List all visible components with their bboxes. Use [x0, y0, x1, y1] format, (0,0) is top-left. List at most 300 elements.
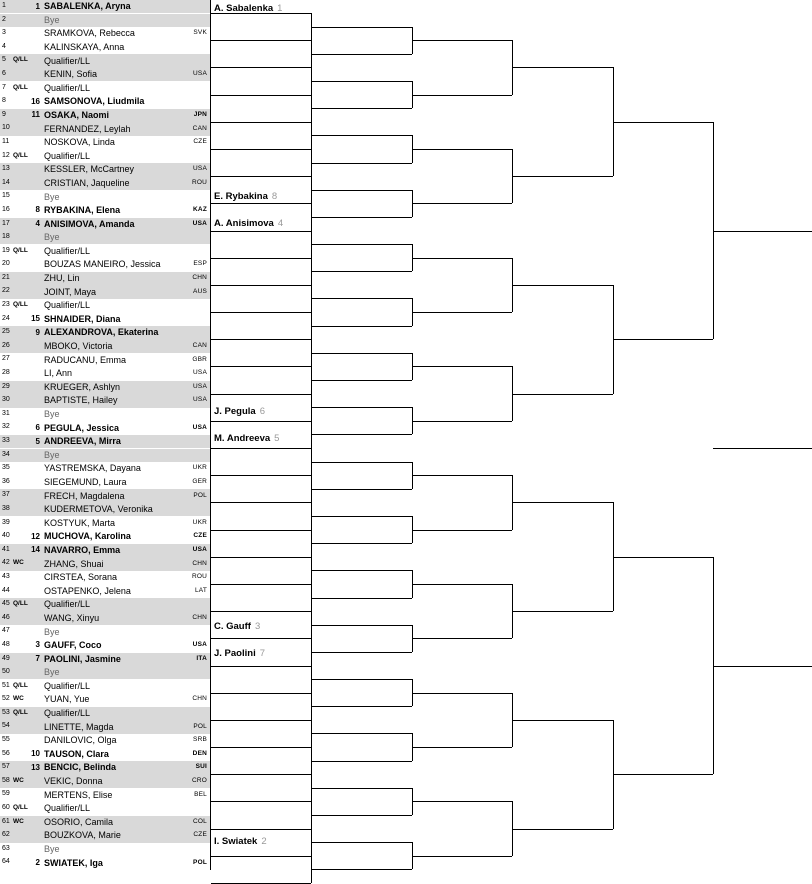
player-country: CAN	[192, 342, 207, 350]
bracket-slot[interactable]	[0, 313, 210, 326]
bracket-slot[interactable]	[0, 367, 210, 380]
connector-horizontal	[211, 149, 311, 150]
slot-number: 41	[2, 545, 10, 553]
bracket-slot[interactable]	[0, 843, 210, 856]
slot-number: 42	[2, 559, 10, 567]
slot-number: 14	[2, 178, 10, 186]
bracket-slot[interactable]	[0, 150, 210, 163]
advancing-player-name: J. Paolini	[214, 648, 256, 659]
slot-number: 40	[2, 532, 10, 540]
player-name: DANILOVIC, Olga	[44, 735, 117, 746]
advancing-player-seed: 3	[254, 621, 261, 632]
bracket-slot[interactable]	[0, 82, 210, 95]
player-country: POL	[193, 858, 207, 866]
player-country: SVK	[193, 29, 207, 37]
player-country: DEN	[192, 749, 207, 757]
connector-horizontal	[311, 489, 412, 490]
slot-number: 28	[2, 369, 10, 377]
connector-horizontal	[311, 380, 412, 381]
bracket-slot[interactable]	[0, 612, 210, 625]
player-name: ZHU, Lin	[44, 273, 80, 284]
player-country: POL	[193, 722, 207, 730]
bye-label: Bye	[44, 844, 60, 854]
bracket-slot[interactable]	[0, 639, 210, 652]
bracket-slot[interactable]	[0, 544, 210, 557]
bracket-slot[interactable]	[0, 585, 210, 598]
slot-number: 58	[2, 776, 10, 784]
player-name: PEGULA, Jessica	[44, 422, 120, 433]
player-country: USA	[193, 382, 207, 390]
advancing-player-name: A. Sabalenka	[214, 3, 274, 14]
slot-number: 62	[2, 831, 10, 839]
bracket-slot[interactable]	[0, 109, 210, 122]
advancing-player[interactable]	[214, 621, 260, 632]
player-country: CHN	[192, 695, 207, 703]
bracket-slot[interactable]	[0, 856, 210, 869]
entry-status-tag: Q/LL	[13, 56, 28, 64]
bracket-slot[interactable]	[0, 571, 210, 584]
player-name: BENCIC, Belinda	[44, 762, 117, 773]
connector-horizontal	[311, 244, 412, 245]
bracket-slot[interactable]	[0, 489, 210, 502]
bracket-slot[interactable]	[0, 272, 210, 285]
connector-horizontal	[311, 407, 412, 408]
bracket-slot[interactable]	[0, 517, 210, 530]
player-name: NOSKOVA, Linda	[44, 137, 115, 148]
player-country: USA	[192, 219, 207, 227]
bye-label: Bye	[44, 191, 60, 202]
connector-horizontal	[211, 258, 311, 259]
connector-horizontal	[412, 149, 512, 150]
slot-number: 29	[2, 382, 10, 390]
player-name: ANISIMOVA, Amanda	[44, 218, 135, 229]
connector-horizontal	[211, 611, 311, 612]
connector-horizontal	[311, 543, 412, 544]
player-name: SAMSONOVA, Liudmila	[44, 96, 145, 107]
slot-number: 22	[2, 287, 10, 295]
player-name: KENIN, Sofia	[44, 69, 98, 80]
bracket-slot[interactable]	[0, 340, 210, 353]
bye-label: Bye	[44, 667, 60, 678]
bracket-slot[interactable]	[0, 163, 210, 176]
connector-horizontal	[412, 40, 512, 41]
slot-number: 52	[2, 695, 10, 703]
bracket-slot[interactable]	[0, 0, 210, 13]
connector-horizontal	[311, 163, 412, 164]
player-name: FRECH, Magdalena	[44, 490, 125, 501]
bracket-slot[interactable]	[0, 761, 210, 774]
slot-number: 2	[2, 15, 6, 23]
slot-number: 21	[2, 273, 10, 281]
slot-number: 18	[2, 233, 10, 241]
player-name: NAVARRO, Emma	[44, 544, 121, 555]
player-name: Qualifier/LL	[44, 150, 91, 161]
player-name: SIEGEMUND, Laura	[44, 476, 127, 487]
connector-horizontal	[211, 747, 311, 748]
advancing-player-seed: 8	[271, 191, 278, 202]
bracket-slot[interactable]	[0, 449, 210, 462]
bracket-slot[interactable]	[0, 231, 210, 244]
bracket-slot[interactable]	[0, 816, 210, 829]
bracket-slot[interactable]	[0, 625, 210, 638]
player-country: UKR	[192, 518, 207, 526]
advancing-player-name: E. Rybakina	[214, 191, 268, 202]
slot-number: 54	[2, 722, 10, 730]
advancing-player-seed: 5	[274, 433, 280, 444]
player-country: USA	[193, 369, 207, 377]
round-1-column	[0, 0, 211, 870]
player-seed: 4	[35, 219, 40, 228]
slot-number: 55	[2, 736, 10, 744]
bracket-slot[interactable]	[0, 707, 210, 720]
connector-horizontal	[311, 298, 412, 299]
bracket-slot[interactable]	[0, 41, 210, 54]
slot-number: 61	[2, 817, 10, 825]
player-name: SRAMKOVA, Rebecca	[44, 28, 135, 39]
player-name: MERTENS, Elise	[44, 789, 113, 800]
connector-horizontal	[211, 203, 311, 204]
player-name: RYBAKINA, Elena	[44, 205, 121, 216]
connector-horizontal	[311, 733, 412, 734]
player-seed: 5	[35, 436, 40, 446]
connector-horizontal	[211, 666, 311, 667]
bracket-slot[interactable]	[0, 27, 210, 40]
slot-number: 53	[2, 708, 10, 716]
slot-number: 57	[2, 763, 10, 771]
player-country: AUS	[193, 287, 207, 295]
player-name: ANDREEVA, Mirra	[44, 436, 121, 447]
connector-horizontal	[412, 638, 512, 639]
connector-horizontal	[311, 679, 412, 680]
entry-status-tag: WC	[13, 559, 24, 567]
connector-horizontal	[311, 761, 412, 762]
player-country: BEL	[194, 790, 207, 798]
connector-horizontal	[211, 638, 311, 639]
connector-horizontal	[412, 421, 512, 422]
player-name: SHNAIDER, Diana	[44, 313, 121, 324]
connector-horizontal	[311, 217, 412, 218]
slot-number: 56	[2, 749, 10, 757]
connector-horizontal	[211, 40, 311, 41]
bracket-slot[interactable]	[0, 557, 210, 570]
player-name: YUAN, Yue	[44, 694, 90, 705]
connector-horizontal	[211, 421, 311, 422]
player-country: CAN	[192, 124, 207, 132]
advancing-player-seed: 1	[277, 3, 283, 14]
entry-status-tag: Q/LL	[13, 83, 28, 91]
connector-horizontal	[412, 475, 512, 476]
bracket-slot[interactable]	[0, 353, 210, 366]
connector-horizontal	[211, 122, 311, 123]
slot-number: 34	[2, 450, 10, 458]
player-country: SRB	[193, 736, 207, 744]
slot-number: 27	[2, 355, 10, 363]
slot-number: 25	[2, 328, 10, 336]
player-country: CZE	[193, 831, 207, 839]
bracket-slot[interactable]	[0, 802, 210, 815]
slot-number: 16	[2, 205, 10, 213]
connector-horizontal	[512, 502, 613, 503]
bracket-slot[interactable]	[0, 122, 210, 135]
player-seed: 12	[31, 531, 40, 541]
connector-horizontal	[311, 516, 412, 517]
player-seed: 2	[35, 857, 40, 867]
connector-horizontal	[412, 312, 512, 313]
advancing-player-name: A. Anisimova	[214, 218, 274, 229]
player-name: MBOKO, Victoria	[44, 341, 113, 352]
bracket-slot[interactable]	[0, 476, 210, 489]
connector-horizontal	[211, 502, 311, 503]
bracket-slot[interactable]	[0, 394, 210, 407]
slot-number: 19	[2, 246, 10, 254]
bracket-slot[interactable]	[0, 829, 210, 842]
advancing-player-name: C. Gauff	[214, 621, 251, 632]
slot-number: 48	[2, 640, 10, 648]
player-seed: 13	[31, 762, 40, 772]
bracket-slot[interactable]	[0, 245, 210, 258]
bracket-slot[interactable]	[0, 68, 210, 81]
bracket-slot[interactable]	[0, 435, 210, 448]
player-country: USA	[192, 423, 207, 431]
entry-status-tag: Q/LL	[13, 301, 28, 309]
advancing-player[interactable]	[214, 648, 265, 659]
player-seed: 10	[31, 749, 40, 759]
player-name: GAUFF, Coco	[44, 640, 102, 651]
connector-horizontal	[412, 95, 512, 96]
advancing-player[interactable]	[214, 433, 279, 444]
connector-horizontal	[311, 625, 412, 626]
connector-horizontal	[211, 312, 311, 313]
bracket-slot[interactable]	[0, 462, 210, 475]
bracket-slot[interactable]	[0, 734, 210, 747]
connector-horizontal	[211, 475, 311, 476]
player-name: WANG, Xinyu	[44, 612, 100, 623]
connector-horizontal	[311, 135, 412, 136]
player-country: ESP	[193, 260, 207, 268]
player-name: SWIATEK, Iga	[44, 857, 103, 868]
slot-number: 17	[2, 219, 10, 227]
player-seed: 1	[35, 1, 40, 11]
connector-horizontal	[311, 570, 412, 571]
slot-number: 64	[2, 858, 10, 866]
player-seed: 14	[31, 545, 40, 555]
connector-horizontal	[311, 462, 412, 463]
connector-horizontal	[512, 720, 613, 721]
bracket-slot[interactable]	[0, 720, 210, 733]
slot-number: 35	[2, 464, 10, 472]
connector-horizontal	[211, 366, 311, 367]
player-country: GBR	[192, 355, 207, 363]
player-name: BAPTISTE, Hailey	[44, 395, 118, 406]
player-name: Qualifier/LL	[44, 55, 91, 66]
player-name: Qualifier/LL	[44, 599, 91, 610]
player-name: FERNANDEZ, Leylah	[44, 123, 131, 134]
connector-horizontal	[311, 353, 412, 354]
bracket-slot[interactable]	[0, 204, 210, 217]
connector-horizontal	[311, 788, 412, 789]
bracket-slot[interactable]	[0, 666, 210, 679]
bracket-slot[interactable]	[0, 218, 210, 231]
connector-horizontal	[211, 176, 311, 177]
player-name: ZHANG, Shuai	[44, 558, 104, 569]
advancing-player-seed: 2	[261, 836, 267, 847]
player-name: LI, Ann	[44, 368, 73, 379]
entry-status-tag: Q/LL	[13, 681, 28, 689]
player-country: ROU	[191, 178, 207, 186]
bracket-slot[interactable]	[0, 326, 210, 339]
bracket-slot[interactable]	[0, 136, 210, 149]
advancing-player[interactable]	[214, 3, 282, 14]
entry-status-tag: Q/LL	[13, 600, 28, 608]
bracket-slot[interactable]	[0, 653, 210, 666]
slot-number: 38	[2, 504, 10, 512]
bracket-slot[interactable]	[0, 775, 210, 788]
connector-horizontal	[311, 434, 412, 435]
player-name: BOUZKOVA, Marie	[44, 830, 121, 841]
bye-label: Bye	[44, 449, 60, 460]
bracket-slot[interactable]	[0, 598, 210, 611]
connector-horizontal	[211, 394, 311, 395]
player-country: USA	[193, 70, 207, 78]
bracket-slot[interactable]	[0, 748, 210, 761]
slot-number: 44	[2, 586, 10, 594]
player-name: OSTAPENKO, Jelena	[44, 585, 131, 596]
slot-number: 31	[2, 409, 10, 417]
connector-horizontal	[211, 448, 311, 449]
player-country: LAT	[194, 586, 207, 594]
bracket-slot[interactable]	[0, 408, 210, 421]
bracket-slot[interactable]	[0, 95, 210, 108]
bracket-slot[interactable]	[0, 788, 210, 801]
entry-status-tag: Q/LL	[13, 151, 28, 159]
connector-horizontal	[311, 652, 412, 653]
bracket-slot[interactable]	[0, 421, 210, 434]
advancing-player-name: M. Andreeva	[214, 433, 271, 444]
slot-number: 49	[2, 654, 10, 662]
player-country: CRO	[191, 777, 207, 785]
player-country: USA	[193, 396, 207, 404]
player-country: ITA	[196, 654, 207, 662]
connector-horizontal	[211, 856, 311, 857]
player-country: POL	[193, 491, 207, 499]
player-country: ROU	[191, 573, 207, 581]
bracket-slot[interactable]	[0, 177, 210, 190]
player-name: VEKIC, Donna	[44, 776, 103, 787]
player-name: Qualifier/LL	[44, 803, 91, 814]
player-name: MUCHOVA, Karolina	[44, 531, 131, 542]
player-seed: 8	[35, 205, 40, 215]
slot-number: 39	[2, 518, 10, 526]
player-name: TAUSON, Clara	[44, 748, 109, 759]
bye-label: Bye	[44, 14, 60, 25]
advancing-player[interactable]	[214, 218, 283, 229]
slot-number: 6	[2, 69, 6, 77]
player-name: KALINSKAYA, Anna	[44, 41, 125, 52]
entry-status-tag: Q/LL	[13, 246, 28, 254]
slot-number: 60	[2, 804, 10, 812]
player-name: CRISTIAN, Jaqueline	[44, 177, 130, 188]
connector-horizontal	[211, 95, 311, 96]
bracket-slot[interactable]	[0, 680, 210, 693]
player-name: BOUZAS MANEIRO, Jessica	[44, 259, 161, 270]
bracket-slot[interactable]	[0, 530, 210, 543]
entry-status-tag: WC	[13, 817, 24, 825]
player-country: UKR	[192, 464, 207, 472]
connector-horizontal	[311, 81, 412, 82]
bracket-slot[interactable]	[0, 693, 210, 706]
advancing-player-name: I. Swiatek	[214, 836, 258, 847]
slot-number: 51	[2, 681, 10, 689]
connector-horizontal	[512, 67, 613, 68]
bracket-slot[interactable]	[0, 14, 210, 27]
player-country: USA	[193, 165, 207, 173]
player-name: YASTREMSKA, Dayana	[44, 463, 141, 474]
bye-label: Bye	[44, 626, 60, 637]
bracket-slot[interactable]	[0, 54, 210, 67]
player-country: CHN	[192, 274, 207, 282]
connector-horizontal	[713, 666, 812, 667]
bracket-slot[interactable]	[0, 285, 210, 298]
advancing-player[interactable]	[214, 406, 265, 417]
advancing-player[interactable]	[214, 836, 267, 847]
slot-number: 46	[2, 613, 10, 621]
connector-horizontal	[311, 54, 412, 55]
bracket-slot[interactable]	[0, 190, 210, 203]
slot-number: 5	[2, 56, 6, 64]
connector-horizontal	[613, 557, 713, 558]
player-name: Qualifier/LL	[44, 680, 91, 691]
connector-horizontal	[211, 285, 311, 286]
connector-horizontal	[613, 122, 713, 123]
connector-horizontal	[211, 339, 311, 340]
player-country: JPN	[193, 110, 207, 118]
slot-number: 7	[2, 83, 6, 91]
bracket-slot[interactable]	[0, 381, 210, 394]
connector-horizontal	[311, 108, 412, 109]
bracket-slot[interactable]	[0, 503, 210, 516]
connector-horizontal	[512, 611, 613, 612]
connector-horizontal	[211, 530, 311, 531]
slot-number: 33	[2, 437, 10, 444]
slot-number: 26	[2, 341, 10, 349]
slot-number: 11	[2, 137, 10, 145]
bracket-slot[interactable]	[0, 258, 210, 271]
bye-label: Bye	[44, 232, 60, 243]
slot-number: 24	[2, 314, 10, 322]
player-seed: 7	[35, 654, 40, 663]
connector-horizontal	[211, 720, 311, 721]
bracket-slot[interactable]	[0, 299, 210, 312]
slot-number: 63	[2, 844, 10, 852]
slot-number: 47	[2, 627, 10, 635]
player-name: JOINT, Maya	[44, 286, 97, 297]
player-name: OSAKA, Naomi	[44, 109, 110, 120]
connector-horizontal	[211, 557, 311, 558]
connector-horizontal	[211, 584, 311, 585]
player-name: KESSLER, McCartney	[44, 164, 135, 175]
slot-number: 43	[2, 572, 10, 580]
connector-horizontal	[713, 231, 812, 232]
player-country: USA	[192, 545, 207, 553]
slot-number: 37	[2, 491, 10, 499]
slot-number: 32	[2, 423, 10, 431]
entry-status-tag: WC	[13, 695, 24, 703]
slot-number: 50	[2, 668, 10, 676]
advancing-player[interactable]	[214, 191, 277, 202]
advancing-player-seed: 4	[277, 218, 284, 229]
connector-horizontal	[412, 584, 512, 585]
slot-number: 45	[2, 600, 10, 608]
